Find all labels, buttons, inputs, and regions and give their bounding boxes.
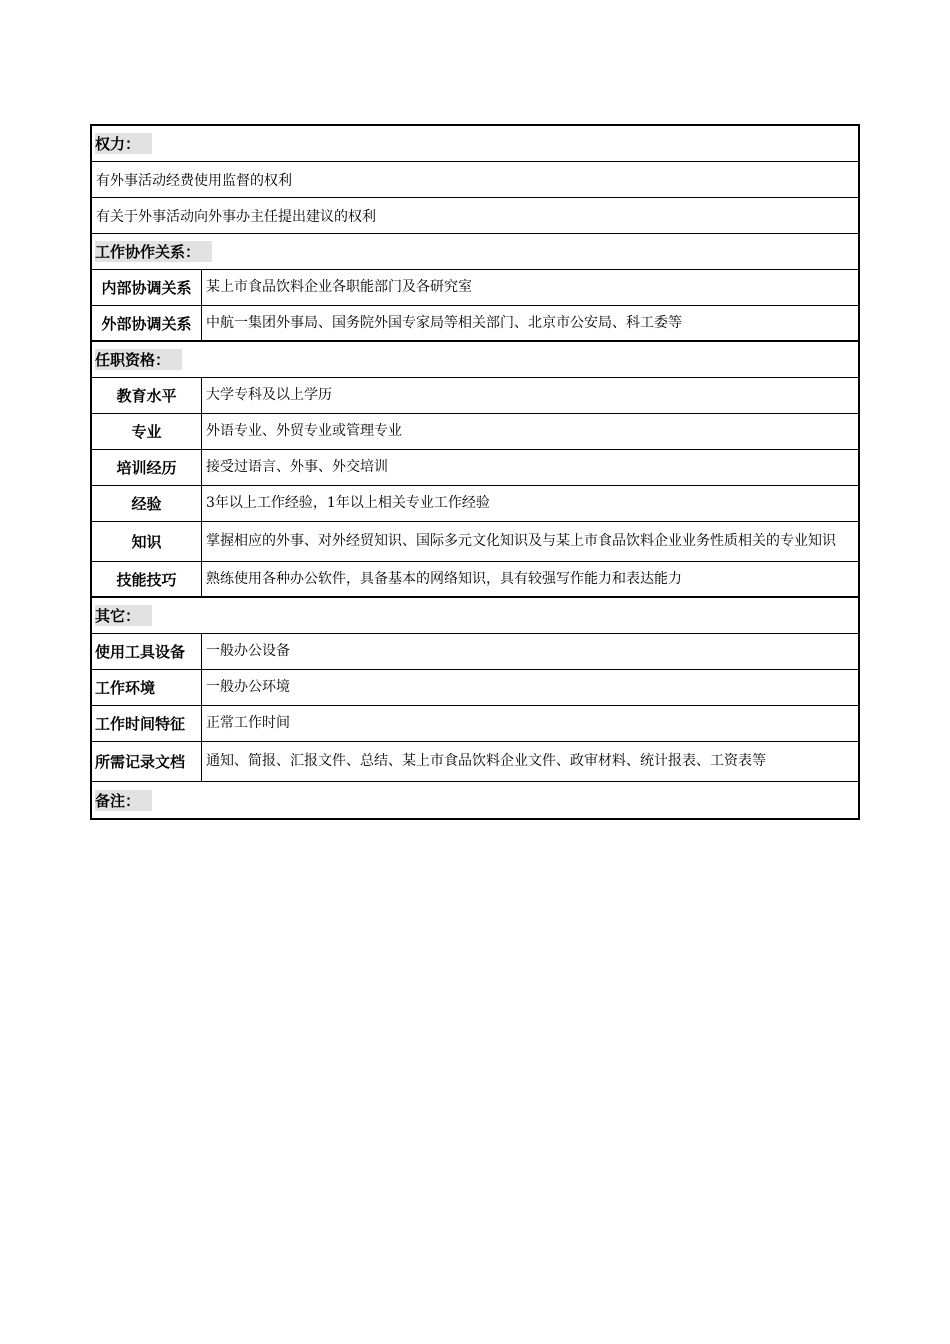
other-heading: 其它：: [92, 598, 152, 633]
knowledge-row: [92, 522, 858, 562]
qualifications-section-row: [92, 342, 858, 378]
training-value: 接受过语言、外事、外交培训: [206, 459, 388, 475]
tools-value: 一般办公设备: [206, 643, 290, 659]
remarks-heading: 备注：: [92, 782, 152, 818]
authority-item-row: [92, 198, 858, 234]
tools-label: 使用工具设备: [92, 634, 202, 669]
external-coordination-label: 外部协调关系: [92, 306, 202, 340]
other-section-row: [92, 598, 858, 634]
records-row: [92, 742, 858, 782]
education-label: 教育水平: [92, 378, 202, 413]
external-coordination-row: [92, 306, 858, 342]
environment-row: [92, 670, 858, 706]
authority-item-2: 有关于外事活动向外事办主任提出建议的权利: [96, 208, 376, 225]
qualifications-heading: 任职资格：: [92, 342, 182, 377]
tools-row: [92, 634, 858, 670]
knowledge-label: 知识: [92, 522, 202, 561]
records-value: 通知、简报、汇报文件、总结、某上市食品饮料企业文件、政审材料、统计报表、工资表等: [206, 753, 766, 769]
authority-heading: 权力：: [92, 126, 152, 161]
environment-value: 一般办公环境: [206, 679, 290, 695]
environment-label: 工作环境: [92, 670, 202, 705]
internal-coordination-row: [92, 270, 858, 306]
remarks-section-row: [92, 782, 858, 818]
external-coordination-value: 中航一集团外事局、国务院外国专家局等相关部门、北京市公安局、科工委等: [206, 314, 682, 331]
experience-value: 3年以上工作经验，1年以上相关专业工作经验: [206, 495, 490, 511]
training-label: 培训经历: [92, 450, 202, 485]
education-row: [92, 378, 858, 414]
skills-label: 技能技巧: [92, 562, 202, 596]
major-value: 外语专业、外贸专业或管理专业: [206, 423, 402, 439]
knowledge-value: 掌握相应的外事、对外经贸知识、国际多元文化知识及与某上市食品饮料企业业务性质相关的专业知识: [206, 533, 836, 549]
work-hours-row: [92, 706, 858, 742]
skills-row: [92, 562, 858, 598]
authority-item-row: [92, 162, 858, 198]
experience-row: [92, 486, 858, 522]
training-row: [92, 450, 858, 486]
education-value: 大学专科及以上学历: [206, 387, 332, 403]
work-hours-label: 工作时间特征: [92, 706, 202, 741]
experience-label: 经验: [92, 486, 202, 521]
internal-coordination-value: 某上市食品饮料企业各职能部门及各研究室: [206, 279, 472, 295]
work-hours-value: 正常工作时间: [206, 715, 290, 731]
authority-item-1: 有外事活动经费使用监督的权利: [96, 172, 292, 189]
internal-coordination-label: 内部协调关系: [92, 270, 202, 305]
skills-value: 熟练使用各种办公软件，具备基本的网络知识，具有较强写作能力和表达能力: [206, 570, 682, 587]
records-label: 所需记录文档: [92, 742, 202, 781]
collaboration-heading: 工作协作关系：: [92, 234, 212, 269]
major-label: 专业: [92, 414, 202, 449]
collaboration-section-row: [92, 234, 858, 270]
job-description-table: [90, 124, 860, 820]
major-row: [92, 414, 858, 450]
authority-section-row: [92, 126, 858, 162]
